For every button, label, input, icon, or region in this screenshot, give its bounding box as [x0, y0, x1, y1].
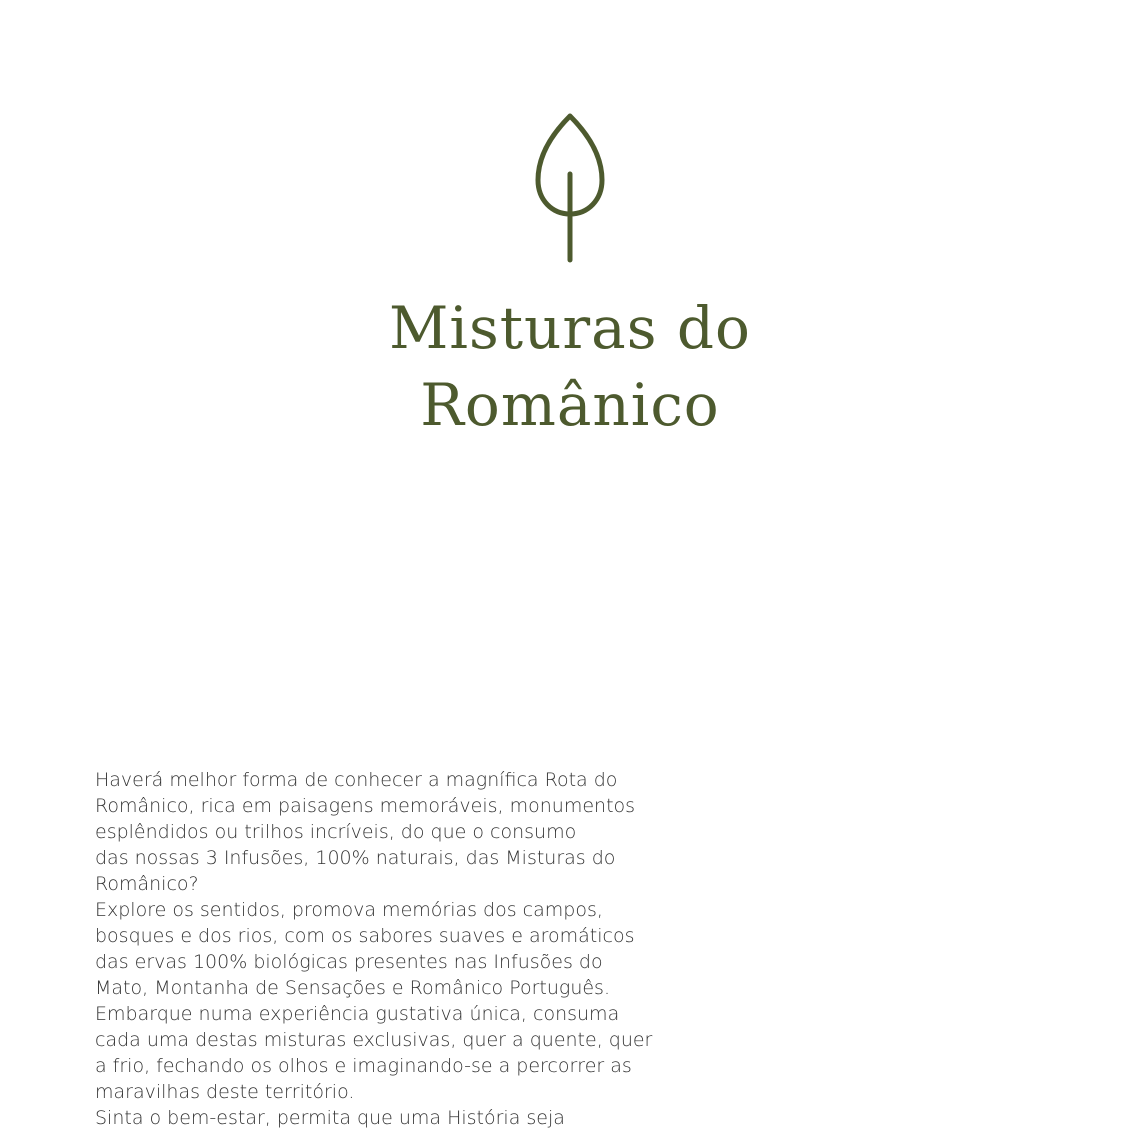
paragraph-senses: Explore os sentidos, promova memórias dos campos, bosques e dos rios, com os sabores suaves e aromáticos das ervas 100% biológicas presentes nas Infusões do Mato, Montanha de Sensações e Românico Português.	[95, 899, 635, 999]
body-text	[95, 767, 675, 1131]
paragraph-experience: Embarque numa experiência gustativa única, consuma cada uma destas misturas exclusivas, quer a quente, quer a frio, fechando os olhos e imaginando-se a percorrer as maravilhas deste território.	[95, 1003, 653, 1103]
brand-title-line-1: Misturas do	[389, 294, 751, 362]
brand-title-line-2: Românico	[420, 371, 720, 439]
leaf-icon	[530, 110, 610, 265]
paragraph-intro: Haverá melhor forma de conhecer a magnífica Rota do Românico, rica em paisagens memoráveis, monumentos esplêndidos ou trilhos incríveis, do que o consumo das nossas 3 Infusões, 100% naturais, das Misturas do Românico?	[95, 769, 636, 895]
paragraph-wellbeing: Sinta o bem-estar, permita que uma História seja	[95, 1107, 565, 1129]
